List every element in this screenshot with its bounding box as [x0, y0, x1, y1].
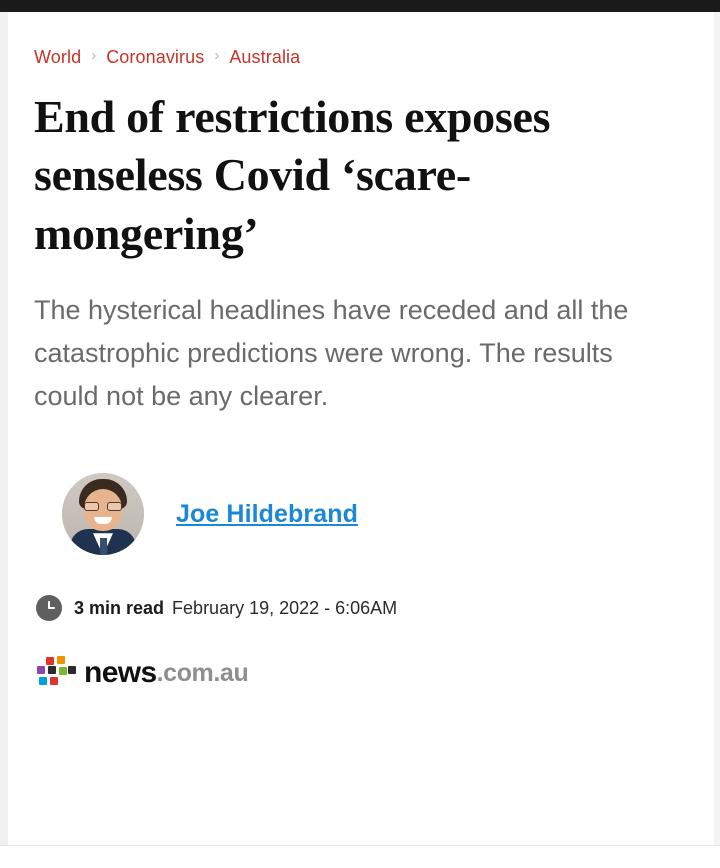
logo-wordmark: news	[84, 656, 157, 690]
breadcrumb-item-world[interactable]: World	[34, 47, 82, 67]
clock-icon	[36, 595, 62, 621]
logo-suffix: .com.au	[156, 658, 249, 687]
top-status-bar	[0, 0, 720, 12]
right-page-edge	[714, 12, 720, 846]
left-page-edge	[0, 12, 8, 846]
avatar	[62, 473, 144, 555]
breadcrumb	[34, 46, 684, 68]
article-standfirst: The hysterical headlines have receded and all the catastrophic predictions were wrong. The results could not be any clearer.	[34, 295, 629, 411]
breadcrumb-item-coronavirus[interactable]: Coronavirus	[106, 47, 205, 67]
author-link[interactable]: Joe Hildebrand	[176, 499, 358, 528]
read-time: 3 min read	[74, 597, 165, 618]
chevron-right-icon: ›	[91, 47, 97, 64]
byline	[34, 473, 684, 555]
publish-date: February 19, 2022 - 6:06AM	[172, 597, 398, 618]
page-title: End of restrictions exposes senseless Covid ‘scare-mongering’	[34, 91, 551, 259]
site-logo[interactable]	[34, 655, 684, 691]
breadcrumb-item-australia[interactable]: Australia	[229, 47, 301, 67]
news-com-au-dots-logo	[34, 655, 78, 691]
chevron-right-icon: ›	[214, 47, 220, 64]
bottom-bar	[0, 845, 720, 868]
article-content	[8, 12, 714, 691]
article-meta	[34, 595, 684, 621]
